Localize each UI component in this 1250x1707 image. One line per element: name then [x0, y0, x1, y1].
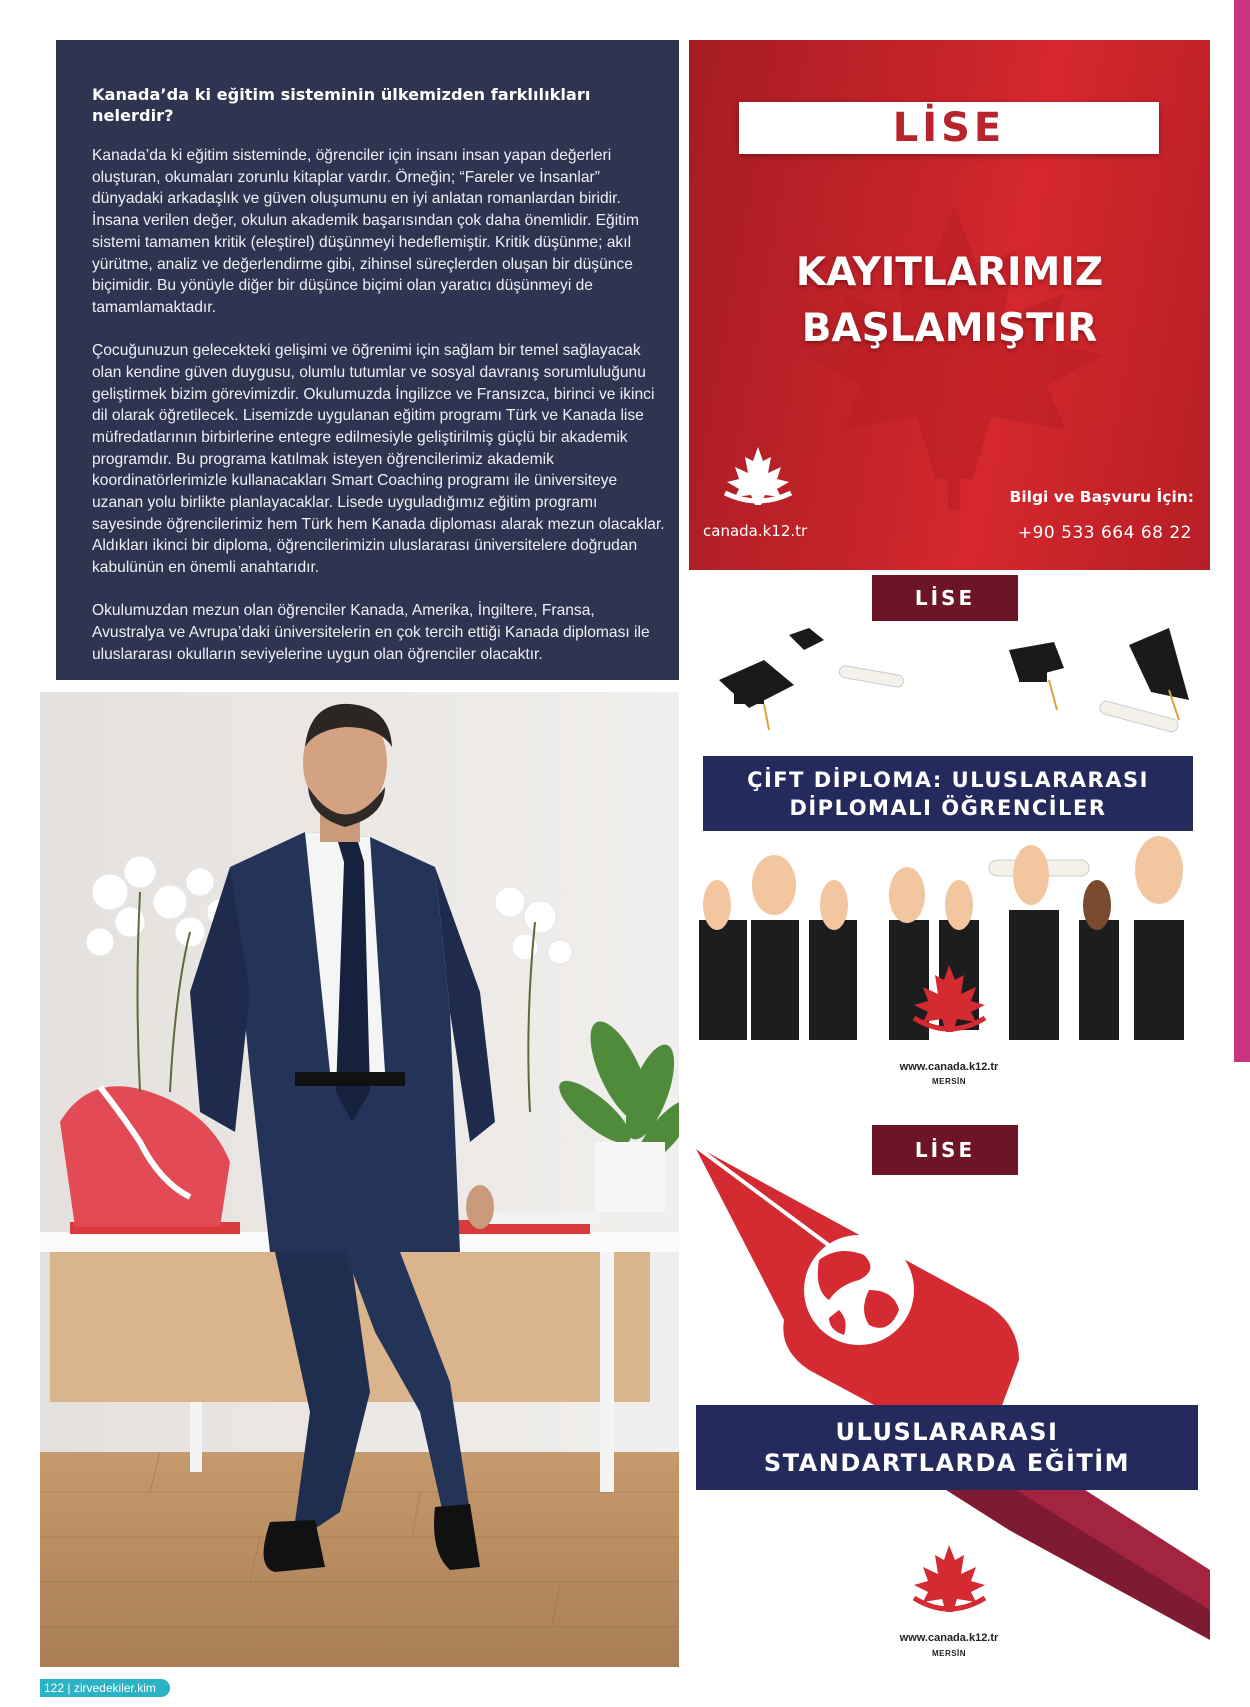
diploma-banner: [703, 756, 1193, 831]
page-edge-accent: [1234, 0, 1250, 1062]
banner-line: ULUSLARARASI: [835, 1417, 1059, 1446]
article-paragraph: Çocuğunuzun gelecekteki gelişimi ve öğrenimi için sağlam bir temel sağlayacak olan kendine güven duygusu, olumlu tutumlar ve sosyal davranış sorumluluğunu geliştirmek bizim görevimizdir. Okulumuzda İngilizce ve Fransızca, birinci ve ikinci dil olarak öğretilecek. Lisemizde uygulanan eğitim programı Türk ve Kanada lise müfredatlarının birbirlerine entegre edilmesiyle geliştirilmiş güçlü bir akademik programdır. Bu programa katılmak isteyen öğrencilerimiz akademik koordinatörlerimizle kullanacakları Smart Coaching programı ile üniversiteye uzanan yolu birlikte planlayacaklar. Lisede uyguladığımız eğitim programı sayesinde öğrencilerimiz hem Türk hem Kanada diploması alarak mezun olacaklar. Aldıkları ikinci bir diploma, öğrencilerimizin uluslararası üniversitelere doğrudan kabulünün en önemli anahtarıdır.: [92, 342, 665, 577]
graduation-illustration: [689, 620, 1210, 1090]
portrait-illustration: [40, 692, 679, 1667]
headline-line: KAYITLARIMIZ: [795, 250, 1104, 295]
double-diploma-ad: [689, 620, 1210, 1090]
registration-headline: [689, 245, 1210, 357]
banner-line: STANDARTLARDA EĞİTİM: [763, 1448, 1131, 1477]
standards-banner: [696, 1405, 1198, 1490]
globe-icon: [804, 1235, 914, 1345]
website-url: www.canada.k12.tr: [899, 1061, 999, 1073]
city-label: MERSİN: [931, 1077, 967, 1086]
article-paragraph: Okulumuzdan mezun olan öğrenciler Kanada, Amerika, İngiltere, Fransa, Avustralya ve Avrupa’daki üniversitelerin en çok tercih ettiği Kanada diploması ile uluslararası okulların seviyelerine uygun olan öğrenciler olacaktır.: [92, 602, 650, 663]
lise-label: LİSE: [892, 105, 1006, 151]
lise-label-box: [739, 102, 1159, 154]
footer-site: zirvedekiler.kim: [73, 1681, 156, 1695]
contact-phone: +90 533 664 68 22: [1017, 523, 1192, 543]
registration-ad: [689, 40, 1210, 570]
city-label: MERSİN: [931, 1649, 967, 1658]
banner-line: ÇİFT DİPLOMA: ULUSLARARASI: [747, 767, 1149, 792]
standards-ad: [689, 1140, 1210, 1670]
website-url: www.canada.k12.tr: [899, 1632, 999, 1644]
article-panel: [56, 40, 679, 680]
graduation-cap-icon: [719, 660, 794, 708]
lise-tag-label: LİSE: [914, 586, 976, 610]
graduation-cap-icon: [1009, 642, 1064, 682]
lise-tag-label: LİSE: [914, 1138, 976, 1162]
article-paragraph: Kanada’da ki eğitim sisteminde, öğrenciler için insanı insan yapan değerleri oluşturan, okumaları zorunlu kitaplar vardır. Örneğin; “Fareler ve İnsanlar” dünyadaki arkadaşlık ve güven oluşumunu en iyi anlatan romanlardan biridir. İnsana verilen değer, okulun akademik başarısından çok daha önemlidir. Eğitim sistemi tamamen kritik (eleştirel) düşünmeyi hedeflemiştir. Kritik düşünme; akıl yürütme, analiz ve değerlendirme gibi, zihinsel süreçlerden oluşan bir düşünce biçimidir. Bu yönüyle diğer bir düşünce biçimi olan yaratıcı düşünmeyi de tamamlamaktadır.: [92, 147, 639, 316]
portrait-photo: [40, 692, 679, 1667]
page-footer-bar: [40, 1679, 170, 1697]
brand-name: canada.k12.tr: [703, 522, 808, 540]
footer-separator: |: [67, 1681, 71, 1695]
headline-line: BAŞLAMIŞTIR: [801, 306, 1098, 351]
banner-line: DİPLOMALI ÖĞRENCİLER: [789, 795, 1107, 820]
maple-leaf-icon: [703, 445, 813, 515]
page-footer: [40, 1679, 170, 1697]
article-heading: Kanada’da ki eğitim sisteminin ülkemizden farklılıkları nelerdir?: [92, 85, 591, 125]
diploma-scroll-icon: [838, 665, 904, 688]
page-number: 122: [44, 1681, 65, 1695]
lise-tag: [872, 575, 1018, 621]
contact-label: Bilgi ve Başvuru İçin:: [1009, 488, 1194, 506]
